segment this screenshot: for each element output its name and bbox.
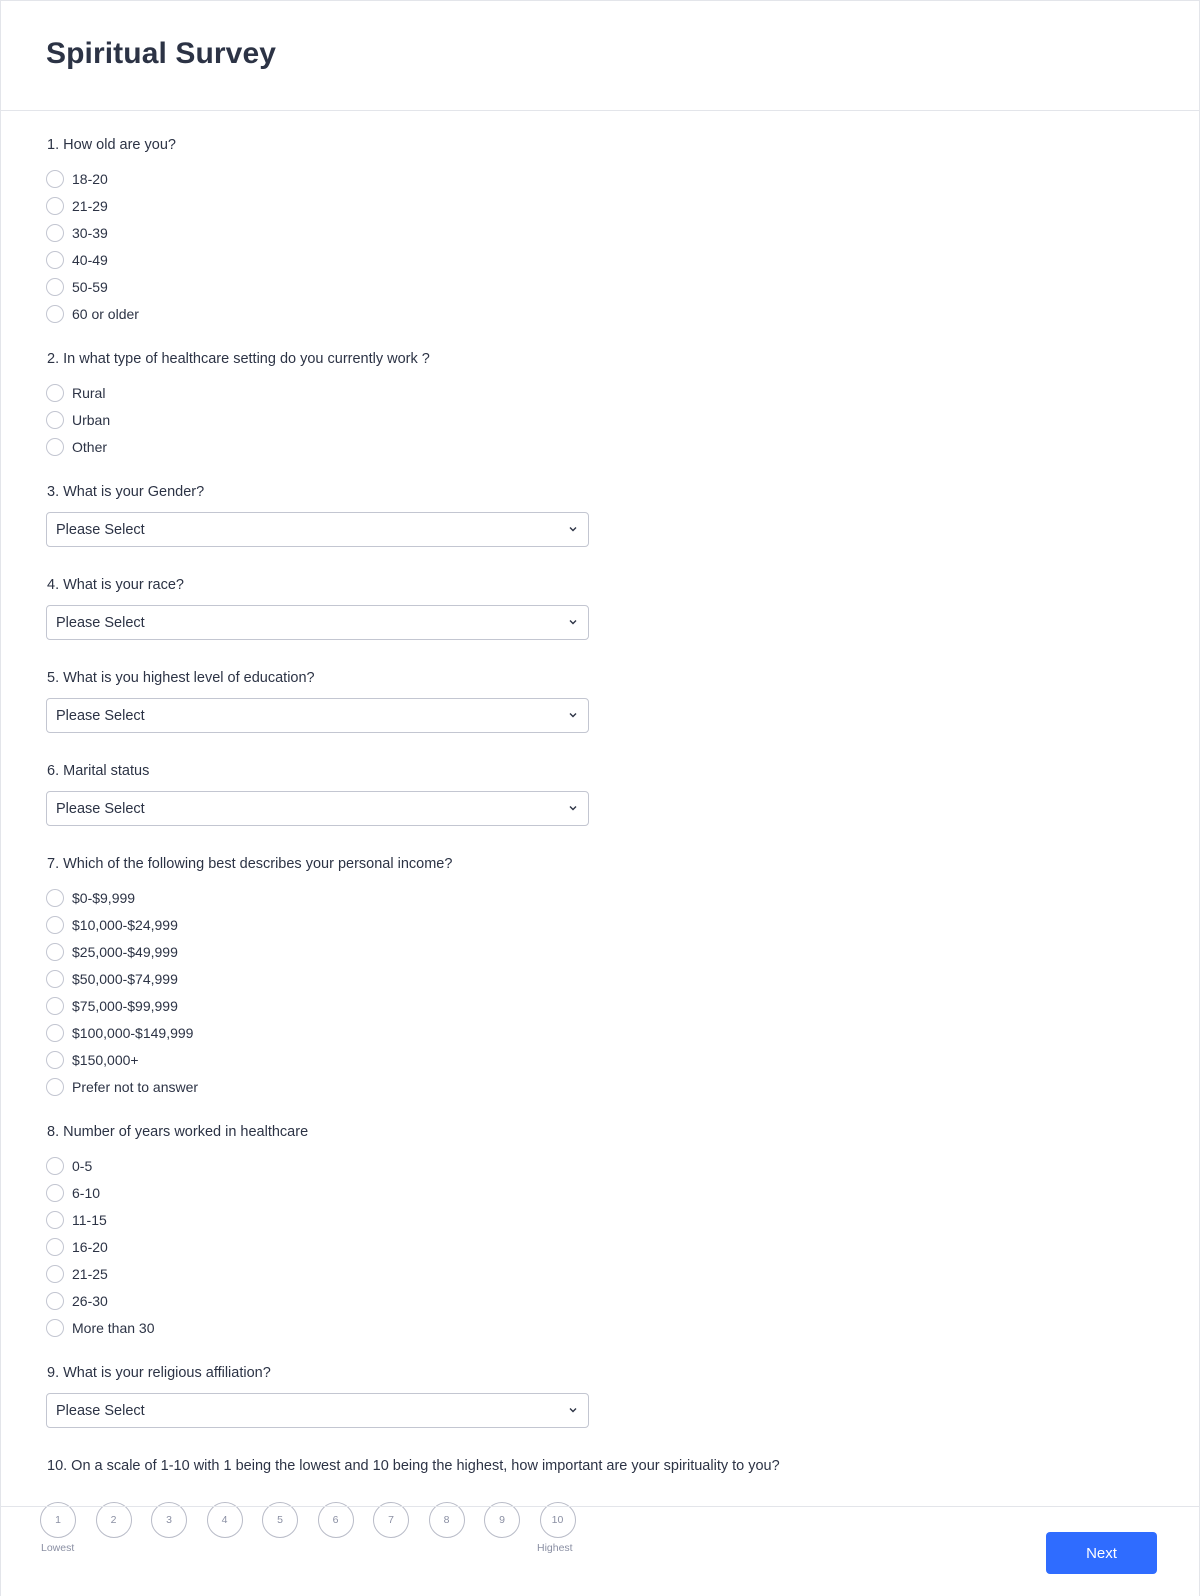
question-income [47, 854, 1199, 1100]
radio-circle-icon[interactable] [46, 1211, 64, 1229]
radio-circle-icon[interactable] [46, 224, 64, 242]
question-label: 4. What is your race? [47, 577, 184, 593]
select-value: Please Select [56, 521, 145, 538]
radio-circle-icon[interactable] [46, 438, 64, 456]
education-select[interactable] [46, 698, 589, 733]
radio-circle-icon[interactable] [46, 305, 64, 323]
radio-group-income [47, 884, 1199, 1100]
radio-circle-icon[interactable] [46, 1157, 64, 1175]
radio-circle-icon[interactable] [46, 943, 64, 961]
radio-group-years [47, 1152, 1199, 1341]
radio-circle-icon[interactable] [46, 1265, 64, 1283]
question-label: 10. On a scale of 1-10 with 1 being the lowest and 10 being the highest, how important are your spirituality to you? [47, 1458, 780, 1474]
question-label: 3. What is your Gender? [47, 484, 205, 500]
radio-circle-icon[interactable] [46, 916, 64, 934]
select-value: Please Select [56, 614, 145, 631]
radio-option[interactable]: 0-5 [46, 1152, 1199, 1179]
radio-circle-icon[interactable] [46, 889, 64, 907]
scale-option-10[interactable]: 10 [540, 1502, 576, 1538]
scale-option-9[interactable]: 9 [484, 1502, 520, 1538]
question-years-worked [47, 1122, 1199, 1341]
radio-circle-icon[interactable] [46, 1024, 64, 1042]
radio-option[interactable]: Prefer not to answer [46, 1073, 1199, 1100]
select-value: Please Select [56, 707, 145, 724]
gender-select[interactable] [46, 512, 589, 547]
question-marital-status [47, 761, 1199, 826]
chevron-down-icon [568, 525, 578, 533]
radio-option[interactable]: $0-$9,999 [46, 884, 1199, 911]
scale-option-1[interactable]: 1 [40, 1502, 76, 1538]
chevron-down-icon [568, 618, 578, 626]
radio-circle-icon[interactable] [46, 1238, 64, 1256]
form-title: Spiritual Survey [46, 37, 277, 70]
radio-circle-icon[interactable] [46, 1051, 64, 1069]
question-education [47, 668, 1199, 733]
question-age [47, 135, 1199, 327]
radio-circle-icon[interactable] [46, 970, 64, 988]
radio-option[interactable]: $150,000+ [46, 1046, 1199, 1073]
radio-option[interactable]: 16-20 [46, 1233, 1199, 1260]
scale-option-6[interactable]: 6 [318, 1502, 354, 1538]
radio-option[interactable]: More than 30 [46, 1314, 1199, 1341]
radio-option[interactable]: 40-49 [46, 246, 1199, 273]
radio-option[interactable]: 11-15 [46, 1206, 1199, 1233]
radio-option[interactable]: 30-39 [46, 219, 1199, 246]
chevron-down-icon [568, 711, 578, 719]
question-label: 8. Number of years worked in healthcare [47, 1124, 309, 1140]
marital-status-select[interactable] [46, 791, 589, 826]
radio-option[interactable]: $100,000-$149,999 [46, 1019, 1199, 1046]
radio-circle-icon[interactable] [46, 1319, 64, 1337]
radio-group-age [47, 165, 1199, 327]
radio-circle-icon[interactable] [46, 1184, 64, 1202]
next-button[interactable]: Next [1046, 1532, 1157, 1574]
radio-option[interactable]: 21-25 [46, 1260, 1199, 1287]
scale-option-7[interactable]: 7 [373, 1502, 409, 1538]
scale-option-4[interactable]: 4 [207, 1502, 243, 1538]
radio-circle-icon[interactable] [46, 170, 64, 188]
radio-option[interactable]: Urban [46, 406, 1199, 433]
radio-option[interactable]: 60 or older [46, 300, 1199, 327]
radio-option[interactable]: 50-59 [46, 273, 1199, 300]
radio-option[interactable]: Rural [46, 379, 1199, 406]
radio-option[interactable]: 18-20 [46, 165, 1199, 192]
radio-circle-icon[interactable] [46, 1078, 64, 1096]
radio-circle-icon[interactable] [46, 411, 64, 429]
radio-option[interactable]: $25,000-$49,999 [46, 938, 1199, 965]
scale-high-label: Highest [537, 1542, 573, 1554]
scale-option-8[interactable]: 8 [429, 1502, 465, 1538]
race-select[interactable] [46, 605, 589, 640]
radio-option[interactable]: Other [46, 433, 1199, 460]
scale-option-3[interactable]: 3 [151, 1502, 187, 1538]
radio-option[interactable]: 26-30 [46, 1287, 1199, 1314]
question-race [47, 575, 1199, 640]
question-label: 1. How old are you? [47, 137, 176, 153]
question-gender [47, 482, 1199, 547]
question-label: 7. Which of the following best describes your personal income? [47, 856, 453, 872]
radio-circle-icon[interactable] [46, 384, 64, 402]
religious-affiliation-select[interactable] [46, 1393, 589, 1428]
radio-group-setting [47, 379, 1199, 460]
radio-option[interactable]: $75,000-$99,999 [46, 992, 1199, 1019]
select-value: Please Select [56, 1402, 145, 1419]
form-content [1, 111, 1199, 1562]
radio-option[interactable]: 21-29 [46, 192, 1199, 219]
chevron-down-icon [568, 804, 578, 812]
radio-circle-icon[interactable] [46, 1292, 64, 1310]
question-religious-affiliation [47, 1363, 1199, 1428]
radio-circle-icon[interactable] [46, 197, 64, 215]
question-healthcare-setting [47, 349, 1199, 460]
select-value: Please Select [56, 800, 145, 817]
radio-circle-icon[interactable] [46, 251, 64, 269]
radio-circle-icon[interactable] [46, 278, 64, 296]
radio-circle-icon[interactable] [46, 997, 64, 1015]
chevron-down-icon [568, 1406, 578, 1414]
question-label: 6. Marital status [47, 763, 150, 779]
radio-option[interactable]: $50,000-$74,999 [46, 965, 1199, 992]
scale-option-2[interactable]: 2 [96, 1502, 132, 1538]
question-label: 9. What is your religious affiliation? [47, 1365, 271, 1381]
question-label: 2. In what type of healthcare setting do you currently work ? [47, 351, 430, 367]
scale-low-label: Lowest [41, 1542, 75, 1554]
radio-option[interactable]: $10,000-$24,999 [46, 911, 1199, 938]
form-footer [1, 1506, 1199, 1596]
question-label: 5. What is you highest level of education? [47, 670, 315, 686]
form-header [1, 1, 1199, 111]
radio-option[interactable]: 6-10 [46, 1179, 1199, 1206]
scale-option-5[interactable]: 5 [262, 1502, 298, 1538]
